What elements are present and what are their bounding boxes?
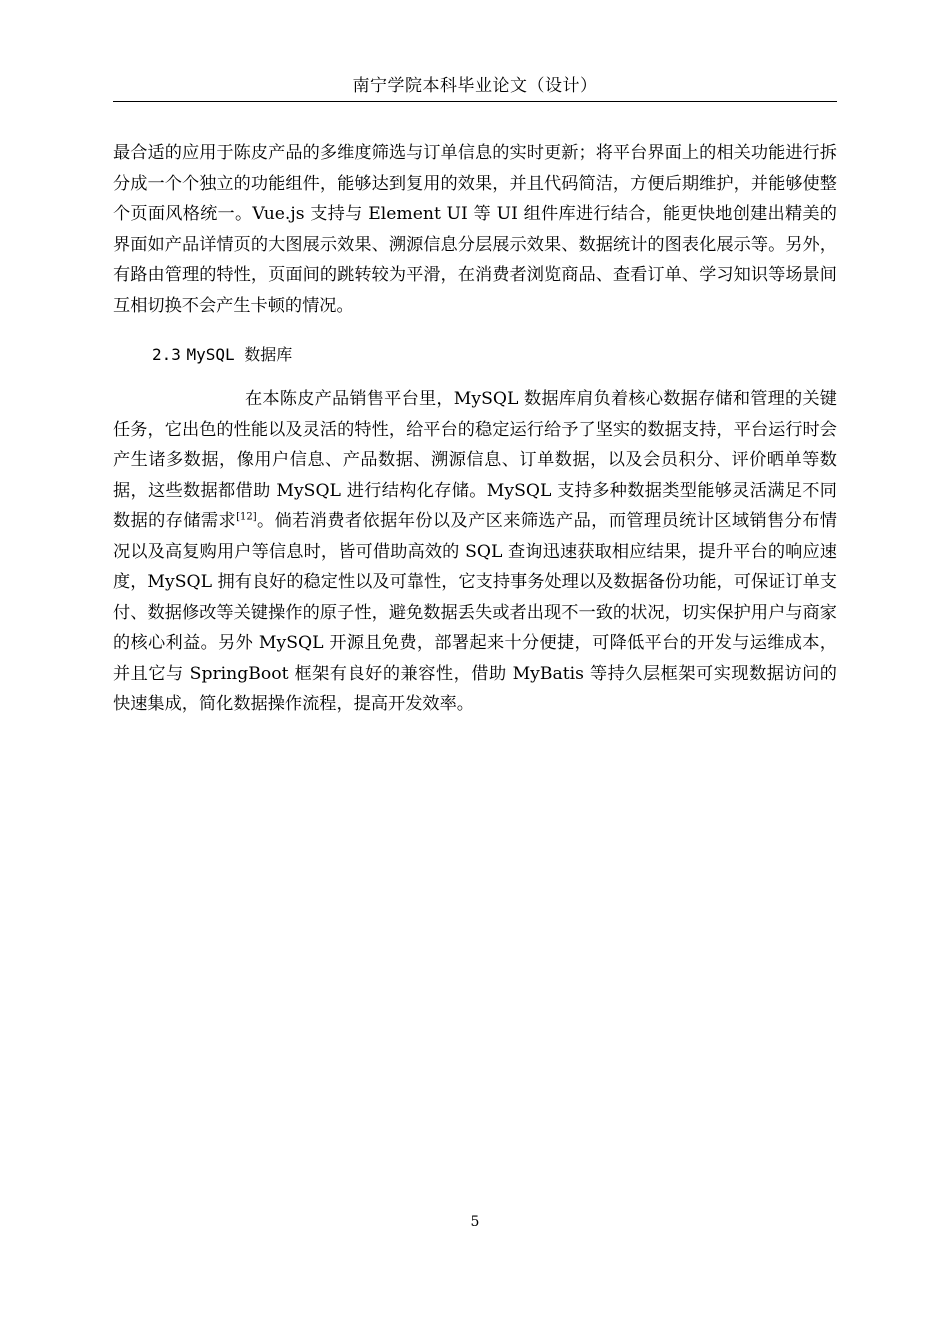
header-rule (113, 101, 837, 102)
body-paragraph-1: 最合适的应用于陈皮产品的多维度筛选与订单信息的实时更新；将平台界面上的相关功能进行拆分成一个个独立的功能组件，能够达到复用的效果，并且代码简洁，方便后期维护，并能够使整个页面风格统一。Vue.js 支持与 Element UI 等 UI 组件库进行结合，能更快地创建出精美的界面如产品详情页的大图展示效果、溯源信息分层展示效果、数据统计的图表化展示等。另外，有路由管理的特性，页面间的跳转较为平滑，在消费者浏览商品、查看订单、学习知识等场景间互相切换不会产生卡顿的情况。 (113, 143, 837, 316)
running-header: 南宁学院本科毕业论文（设计） (352, 76, 598, 96)
section-title: MySQL 数据库 (186, 345, 293, 364)
paragraph-2-text-after-citation: 。倘若消费者依据年份以及产区来筛选产品，而管理员统计区域销售分布情况以及高复购用户等信息时，皆可借助高效的 SQL 查询迅速获取相应结果，提升平台的响应速度，MySQL 拥有良好的稳定性以及可靠性，它支持事务处理以及数据备份功能，可保证订单支付、数据修改等关键操作的原子性，避免数据丢失或者出现不一致的状况，切实保护用户与商家的核心利益。另外 MySQL 开源且免费，部署起来十分便捷，可降低平台的开发与运维成本，并且它与 SpringBoot 框架有良好的兼容性，借助 MyBatis 等持久层框架可实现数据访问的快速集成，简化数据操作流程，提高开发效率。 (113, 511, 837, 714)
citation-marker[interactable]: [12] (236, 511, 257, 523)
paragraph-2-text-before-citation: 在本陈皮产品销售平台里，MySQL 数据库肩负着核心数据存储和管理的关键任务，它出色的性能以及灵活的特性，给平台的稳定运行给予了坚实的数据支持，平台运行时会产生诸多数据，像用户信息、产品数据、溯源信息、订单数据，以及会员积分、评价晒单等数据，这些数据都借助 MySQL 进行结构化存储。MySQL 支持多种数据类型能够灵活满足不同数据的存储需求 (113, 389, 837, 531)
page-number: 5 (470, 1214, 480, 1230)
section-number: 2.3 (152, 345, 181, 364)
body-paragraph-2 (113, 384, 837, 720)
section-heading (152, 343, 292, 367)
